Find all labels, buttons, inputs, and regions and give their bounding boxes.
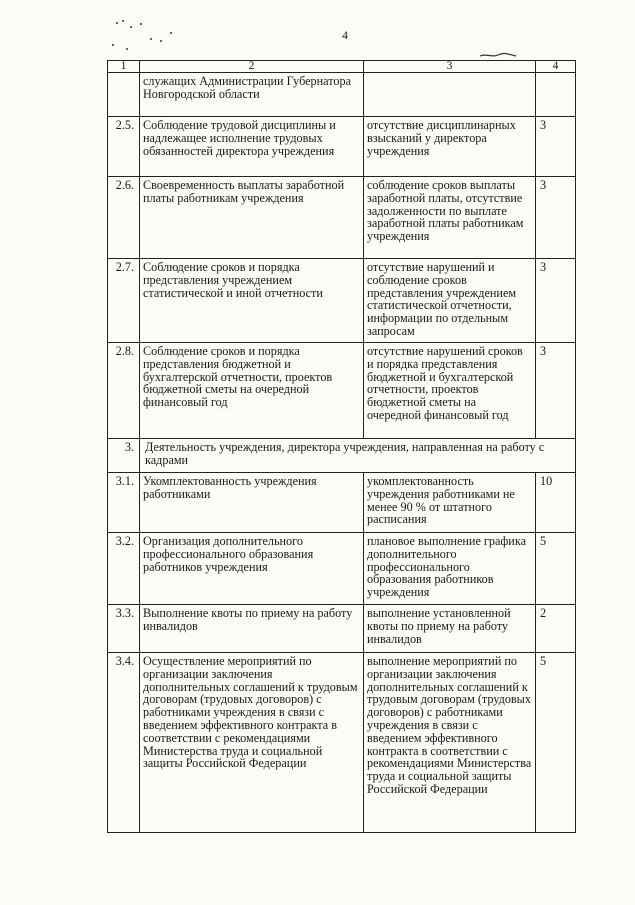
criterion-text: Соблюдение трудовой дисциплины и надлежащее исполнение трудовых обязанностей директора учреждения xyxy=(140,117,364,177)
points: 10 xyxy=(536,473,576,533)
row-number: 3.1. xyxy=(108,473,140,533)
table-row xyxy=(108,343,576,439)
scan-specks xyxy=(110,18,190,58)
section-title: Деятельность учреждения, директора учреждения, направленная на работу с кадрами xyxy=(140,439,576,473)
row-number: 3.2. xyxy=(108,533,140,605)
criterion-text: Выполнение квоты по приему на работу инвалидов xyxy=(140,605,364,653)
table-row xyxy=(108,117,576,177)
row-number: 2.5. xyxy=(108,117,140,177)
points: 2 xyxy=(536,605,576,653)
criterion-text: Организация дополнительного профессионального образования работников учреждения xyxy=(140,533,364,605)
points: 3 xyxy=(536,177,576,259)
row-number xyxy=(108,73,140,117)
indicator-text: отсутствие нарушений и соблюдение сроков представления учреждением статистической отчетности, информации по отдельным запросам xyxy=(364,259,536,343)
header-col-3: 3 xyxy=(364,61,536,73)
row-number: 2.8. xyxy=(108,343,140,439)
indicator-text xyxy=(364,73,536,117)
points: 5 xyxy=(536,533,576,605)
criterion-text: Соблюдение сроков и порядка представления бюджетной и бухгалтерской отчетности, проектов бюджетной сметы на очередной финансовый год xyxy=(140,343,364,439)
points: 5 xyxy=(536,653,576,833)
row-number: 3.3. xyxy=(108,605,140,653)
row-number: 2.6. xyxy=(108,177,140,259)
header-col-4: 4 xyxy=(536,61,576,73)
row-number: 3.4. xyxy=(108,653,140,833)
header-col-2: 2 xyxy=(140,61,364,73)
indicator-text: выполнение мероприятий по организации заключения дополнительных соглашений к трудовым договорам (трудовых договоров) с работниками учреждения в связи с введением эффективного контракта в соответствии с рекомендациями Министерства труда и социальной защиты Российской Федерации xyxy=(364,653,536,833)
table-row xyxy=(108,605,576,653)
table-row xyxy=(108,473,576,533)
pen-mark xyxy=(478,50,518,60)
table-row xyxy=(108,533,576,605)
table-row xyxy=(108,177,576,259)
indicator-text: отсутствие нарушений сроков и порядка представления бюджетной и бухгалтерской отчетности, проектов бюджетной сметы на очередной финансовый год xyxy=(364,343,536,439)
section-number: 3. xyxy=(108,439,140,473)
points: 3 xyxy=(536,259,576,343)
criterion-text: Своевременность выплаты заработной платы работникам учреждения xyxy=(140,177,364,259)
table-row xyxy=(108,653,576,833)
criterion-text: служащих Администрации Губернатора Новгородской области xyxy=(140,73,364,117)
table-header-row xyxy=(108,61,576,73)
criterion-text: Соблюдение сроков и порядка представления учреждением статистической и иной отчетности xyxy=(140,259,364,343)
criteria-table xyxy=(107,60,576,833)
indicator-text: укомплектованность учреждения работниками не менее 90 % от штатного расписания xyxy=(364,473,536,533)
table-row xyxy=(108,259,576,343)
header-col-1: 1 xyxy=(108,61,140,73)
indicator-text: плановое выполнение графика дополнительного профессионального образования работников учреждения xyxy=(364,533,536,605)
points: 3 xyxy=(536,343,576,439)
points xyxy=(536,73,576,117)
section-row xyxy=(108,439,576,473)
indicator-text: выполнение установленной квоты по приему на работу инвалидов xyxy=(364,605,536,653)
row-number: 2.7. xyxy=(108,259,140,343)
indicator-text: соблюдение сроков выплаты заработной платы, отсутствие задолженности по выплате заработной платы работникам учреждения xyxy=(364,177,536,259)
points: 3 xyxy=(536,117,576,177)
criterion-text: Укомплектованность учреждения работниками xyxy=(140,473,364,533)
indicator-text: отсутствие дисциплинарных взысканий у директора учреждения xyxy=(364,117,536,177)
criterion-text: Осуществление мероприятий по организации заключения дополнительных соглашений к трудовым договорам (трудовых договоров) с работниками учреждения в связи с введением эффективного контракта в соответствии с рекомендациями Министерства труда и социальной защиты Российской Федерации xyxy=(140,653,364,833)
page-number: 4 xyxy=(342,28,348,42)
table-row xyxy=(108,73,576,117)
